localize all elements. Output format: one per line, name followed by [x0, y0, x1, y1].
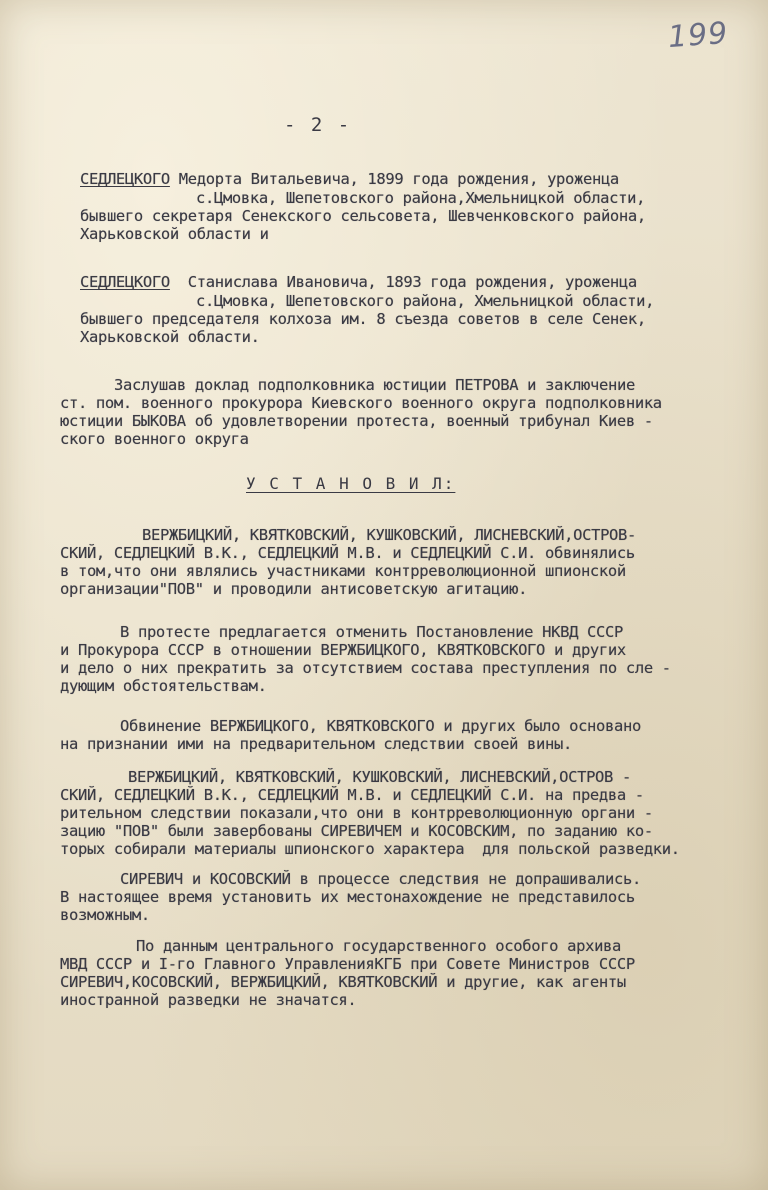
- protest-line-2: и Прокурора СССР в отношении ВЕРЖБИЦКОГО, КВЯТКОВСКОГО и других: [60, 641, 626, 659]
- person-1-line-1: [80, 170, 619, 188]
- confession-line-2: на признании ими на предварительном следствии своей вины.: [60, 735, 572, 753]
- accusation-line-1: ВЕРЖБИЦКИЙ, КВЯТКОВСКИЙ, КУШКОВСКИЙ, ЛИСНЕВСКИЙ,ОСТРОВ-: [142, 526, 636, 544]
- sirevich-line-2: В настоящее время установить их местонахождение не представилось: [60, 888, 635, 906]
- person-1-line-1-rest: Медорта Витальевича, 1899 года рождения, уроженца: [169, 170, 619, 188]
- archive-line-1: По данным центрального государственного особого архива: [136, 937, 622, 955]
- protest-line-4: дующим обстоятельствам.: [60, 677, 267, 695]
- archive-line-3: СИРЕВИЧ,КОСОВСКИЙ, ВЕРЖБИЦКИЙ, КВЯТКОВСКИЙ и другие, как агенты: [60, 973, 626, 991]
- archive-page-number: 199: [666, 15, 730, 56]
- person-2-line-4: Харьковской области.: [80, 328, 260, 346]
- person-1-line-4: Харьковской области и: [80, 225, 269, 243]
- person-2-name: СЕДЛЕЦКОГО: [80, 273, 170, 291]
- testimony-line-1: ВЕРЖБИЦКИЙ, КВЯТКОВСКИЙ, КУШКОВСКИЙ, ЛИСНЕВСКИЙ,ОСТРОВ -: [128, 768, 631, 786]
- person-2-line-1: [80, 273, 637, 291]
- person-2-line-1-rest: Станислава Ивановича, 1893 года рождения, уроженца: [169, 273, 637, 291]
- hearing-line-2: ст. пом. военного прокурора Киевского военного округа подполковника: [60, 394, 662, 412]
- testimony-line-2: СКИЙ, СЕДЛЕЦКИЙ В.К., СЕДЛЕЦКИЙ М.В. и СЕДЛЕЦКИЙ С.И. на предва -: [60, 786, 644, 804]
- hearing-line-3: юстиции БЫКОВА об удовлетворении протеста, военный трибунал Киев -: [60, 412, 653, 430]
- accusation-line-4: организации"ПОВ" и проводили антисоветскую агитацию.: [60, 580, 528, 598]
- person-1-name: СЕДЛЕЦКОГО: [80, 170, 170, 188]
- sirevich-line-3: возможным.: [60, 906, 150, 924]
- hearing-line-4: ского военного округа: [60, 430, 249, 448]
- page-number: - 2 -: [284, 114, 352, 136]
- established-heading: У С Т А Н О В И Л:: [246, 474, 456, 493]
- hearing-line-1: Заслушав доклад подполковника юстиции ПЕТРОВА и заключение: [114, 376, 635, 394]
- protest-line-3: и дело о них прекратить за отсутствием состава преступления по сле -: [60, 659, 671, 677]
- accusation-line-2: СКИЙ, СЕДЛЕЦКИЙ В.К., СЕДЛЕЦКИЙ М.В. и СЕДЛЕЦКИЙ С.И. обвинялись: [60, 544, 635, 562]
- testimony-line-5: торых собирали материалы шпионского характера для польской разведки.: [60, 840, 680, 858]
- protest-line-1: В протесте предлагается отменить Постановление НКВД СССР: [120, 623, 623, 641]
- archive-line-4: иностранной разведки не значатся.: [60, 991, 357, 1009]
- archive-line-2: МВД СССР и I-го Главного УправленияКГБ при Совете Министров СССР: [60, 955, 635, 973]
- person-1-line-2: с.Цмовка, Шепетовского района,Хмельницкой области,: [196, 189, 646, 207]
- person-2-line-2: с.Цмовка, Шепетовского района, Хмельницкой области,: [196, 292, 655, 310]
- confession-line-1: Обвинение ВЕРЖБИЦКОГО, КВЯТКОВСКОГО и других было основано: [120, 717, 641, 735]
- testimony-line-4: зацию "ПОВ" были завербованы СИРЕВИЧЕМ и КОСОВСКИМ, по заданию ко-: [60, 822, 653, 840]
- person-1-line-3: бывшего секретаря Сенекского сельсовета, Шевченковского района,: [80, 207, 646, 225]
- accusation-line-3: в том,что они являлись участниками контрреволюционной шпионской: [60, 562, 626, 580]
- sirevich-line-1: СИРЕВИЧ и КОСОВСКИЙ в процессе следствия не допрашивались.: [120, 870, 641, 888]
- person-2-line-3: бывшего председателя колхоза им. 8 съезда советов в селе Сенек,: [80, 310, 646, 328]
- testimony-line-3: рительном следствии показали,что они в контрреволюционную органи -: [60, 804, 653, 822]
